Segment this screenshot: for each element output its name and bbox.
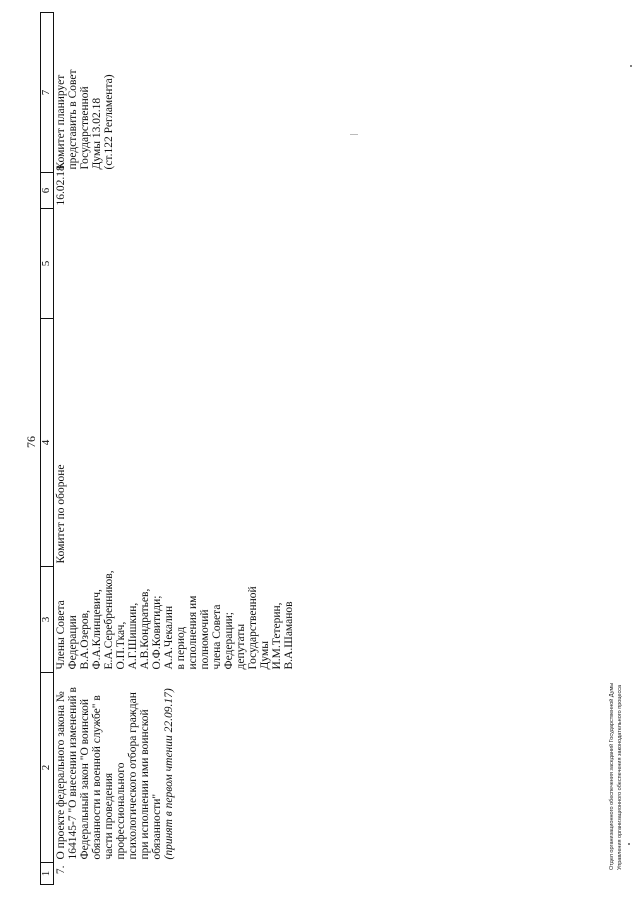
- header-col-1: 1: [41, 863, 54, 885]
- authors-cell: [54, 567, 297, 673]
- author-line: Члены Совета: [55, 600, 67, 670]
- footer-line-1: Отдел организационного обеспечения заседаний Государственной Думы: [609, 682, 615, 870]
- author-line: Федерации;: [223, 611, 235, 670]
- date-cell: 16.02.18: [55, 165, 67, 206]
- scan-speck: [350, 134, 358, 135]
- author-line: полномочий: [199, 609, 211, 670]
- page-number: 76: [24, 436, 38, 448]
- author-line: Государственной: [247, 586, 259, 670]
- bill-title: О проекте федерального закона № 164145-7 "О внесении изменений в Федеральный закон "О воинской обязанности и военной службе" в части проведения профессионального психологического отбора граждан при исполнении ими воинской обязанности": [55, 687, 163, 860]
- author-line: исполнения им: [187, 595, 199, 670]
- author-line: И.М.Тетерин,: [271, 602, 283, 670]
- author-line: О.П.Ткач,: [115, 621, 127, 670]
- agenda-table: [40, 12, 296, 885]
- author-line: В.А.Озеров,: [79, 610, 91, 670]
- plan-line: Государственной: [79, 86, 91, 170]
- header-col-6: 6: [41, 173, 54, 209]
- plan-line: Комитет планирует: [55, 74, 67, 170]
- first-reading-note: (принят в первом чтении 22.09.17): [163, 688, 175, 860]
- col5-cell: [54, 209, 297, 319]
- committee-cell: Комитет по обороне: [55, 464, 67, 564]
- bill-title-cell: [54, 673, 297, 863]
- header-col-3: 3: [41, 567, 54, 673]
- plan-cell: [54, 13, 297, 173]
- author-line: В.А.Шаманов: [283, 601, 295, 670]
- row-number: 7.: [55, 865, 67, 875]
- header-col-5: 5: [41, 209, 54, 319]
- author-line: Думы: [259, 641, 271, 670]
- author-line: А.Г.Шишкин,: [127, 602, 139, 670]
- scan-speck: [628, 843, 630, 845]
- scan-speck: [630, 65, 632, 67]
- plan-line: (ст.122 Регламента): [103, 74, 115, 170]
- author-line: О.Ф.Ковитиди;: [151, 595, 163, 670]
- author-line: в период: [175, 626, 187, 670]
- author-line: члена Совета: [211, 604, 223, 670]
- table-row: [54, 13, 297, 885]
- plan-line: представить в Совет: [67, 69, 79, 170]
- author-line: А.А.Чекалин: [163, 605, 175, 670]
- header-col-7: 7: [41, 13, 54, 173]
- author-line: Е.А.Серебренников,: [103, 570, 115, 670]
- author-line: Федерации: [67, 615, 79, 670]
- header-col-2: 2: [41, 673, 54, 863]
- author-line: Ф.А.Клинцевич,: [91, 589, 103, 670]
- author-line: А.В.Кондратьев,: [139, 588, 151, 670]
- author-line: депутаты: [235, 623, 247, 670]
- table-header-row: [41, 13, 54, 885]
- plan-line: Думы 13.02.18: [91, 97, 103, 170]
- header-col-4: 4: [41, 319, 54, 567]
- footer-line-2: Управления организационного обеспечения законодательного процесса: [617, 684, 623, 870]
- footer: [608, 470, 624, 870]
